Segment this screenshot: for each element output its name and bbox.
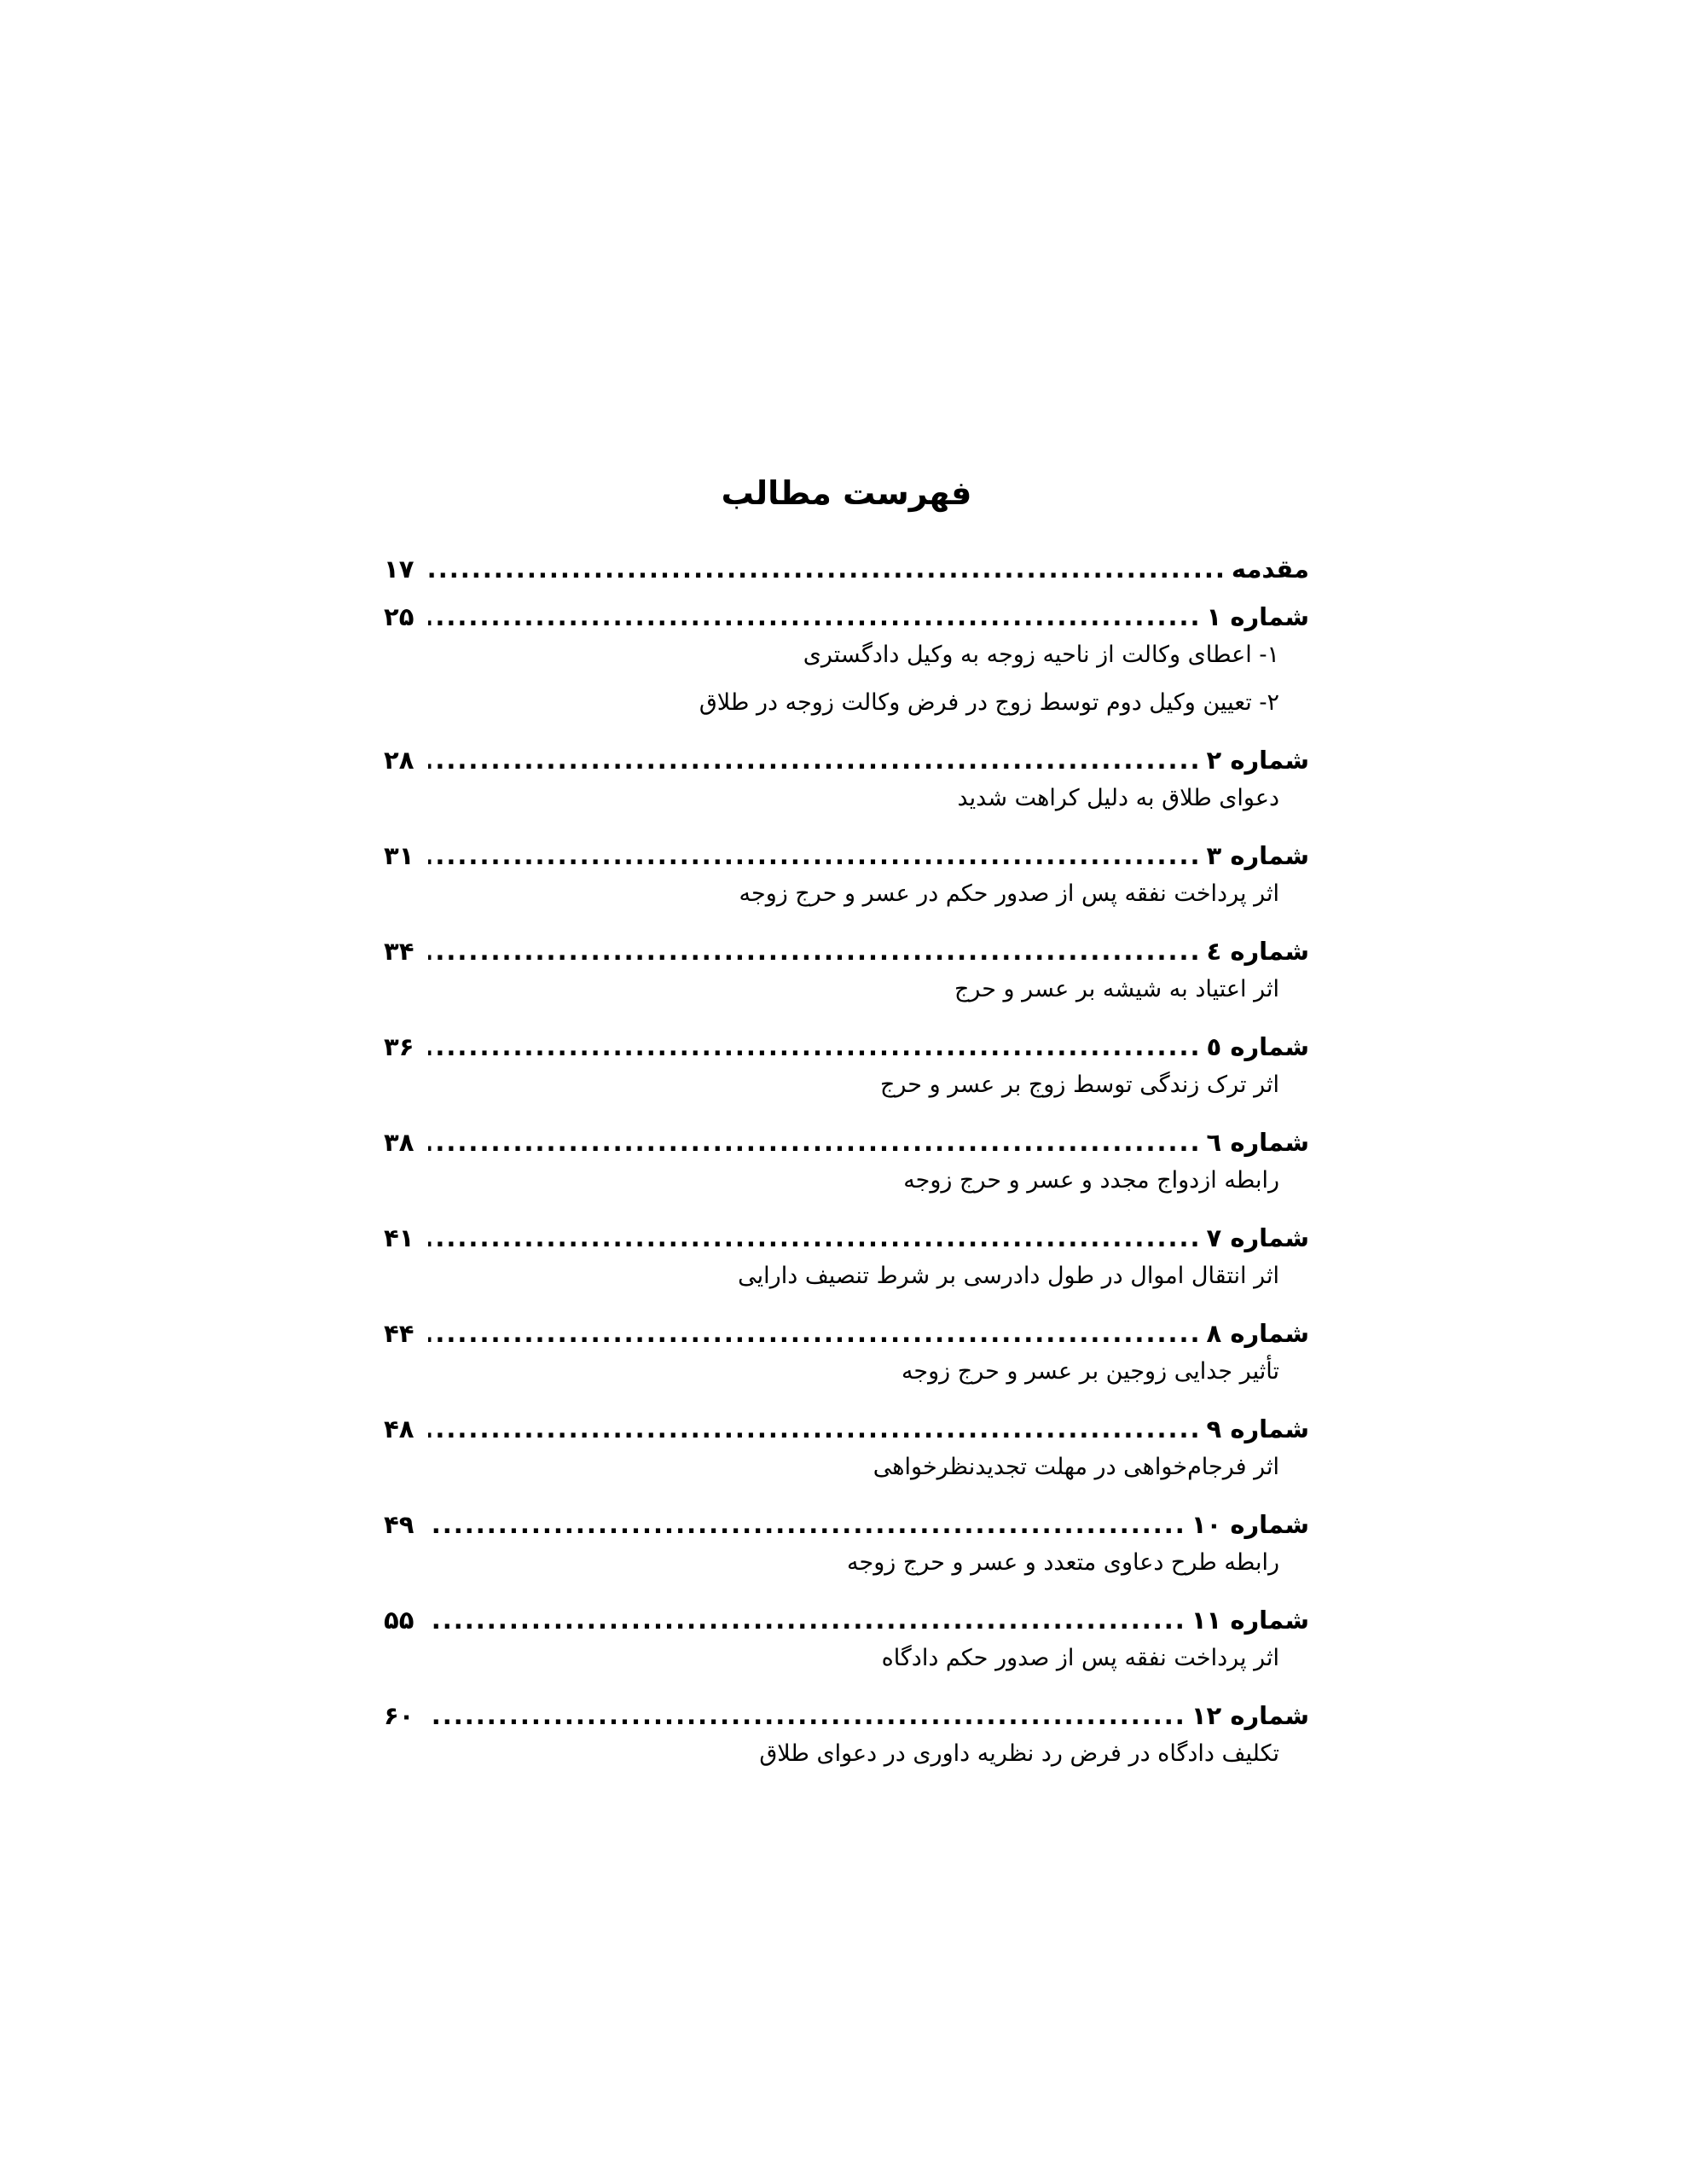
toc-entry: [384, 1109, 1309, 1157]
toc-subentry: دعوای طلاق به دلیل کراهت شدید: [957, 785, 1279, 811]
toc-entry: [384, 822, 1309, 870]
toc-subentry: ۱- اعطای وکالت از ناحیه زوجه به وکیل دادگستری: [803, 642, 1279, 668]
toc-subentry: تکلیف دادگاه در فرض رد نظریه داوری در دعوای طلاق: [759, 1740, 1279, 1767]
toc-entry-page-number: ۲۸: [384, 746, 415, 775]
toc-entry-page-number: ۳۱: [384, 841, 415, 870]
toc-entry-label: شماره ۱۰: [1191, 1510, 1309, 1539]
toc-entry-page-number: ۴۴: [384, 1319, 415, 1348]
toc-entry: [384, 1300, 1309, 1348]
dot-leader: [428, 1223, 1202, 1252]
toc-entry: [384, 1491, 1309, 1539]
toc-entry-page-number: ۶۰: [384, 1701, 415, 1730]
toc-entry-label: شماره ۲: [1206, 746, 1309, 775]
toc-entry-page-number: ۴۱: [384, 1223, 415, 1252]
table-of-contents: [384, 468, 1309, 1778]
toc-entry-label: شماره ۱۱: [1191, 1606, 1309, 1635]
toc-list: [384, 536, 1309, 1778]
toc-subentry: اثر اعتیاد به شیشه بر عسر و حرج: [954, 976, 1279, 1002]
toc-entry-page-number: ۲۵: [384, 602, 415, 631]
toc-subentry: اثر پرداخت نفقه پس از صدور حکم دادگاه: [881, 1645, 1279, 1671]
toc-entry-label: شماره ۸: [1206, 1319, 1309, 1348]
toc-subentry: ۲- تعیین وکیل دوم توسط زوج در فرض وکالت زوجه در طلاق: [699, 689, 1279, 716]
toc-subentry: اثر انتقال اموال در طول دادرسی بر شرط تنصیف دارایی: [738, 1263, 1279, 1289]
toc-subentry: اثر ترک زندگی توسط زوج بر عسر و حرج: [879, 1072, 1279, 1098]
dot-leader: [428, 602, 1202, 631]
dot-leader: [428, 1128, 1202, 1157]
toc-entry-label: شماره ۱۲: [1191, 1701, 1309, 1730]
toc-subentry: تأثیر جدایی زوجین بر عسر و حرج زوجه: [901, 1358, 1279, 1385]
toc-entry-label: شماره ۹: [1206, 1414, 1309, 1443]
dot-leader: [428, 1701, 1186, 1730]
toc-subentry: رابطه ازدواج مجدد و عسر و حرج زوجه: [903, 1167, 1279, 1194]
toc-subentry: اثر فرجام‌خواهی در مهلت تجدیدنظرخواهی: [872, 1454, 1279, 1480]
toc-entry-label: شماره ٦: [1206, 1128, 1309, 1157]
toc-entry-label: شماره ۷: [1206, 1223, 1309, 1252]
toc-entry-page-number: ۴۹: [384, 1510, 415, 1539]
toc-entry-label: مقدمه: [1231, 555, 1309, 584]
dot-leader: [428, 746, 1202, 775]
dot-leader: [428, 1032, 1202, 1061]
toc-entry-label: شماره ۳: [1206, 841, 1309, 870]
toc-entry: [384, 536, 1309, 584]
dot-leader: [428, 1606, 1186, 1635]
toc-entry-label: شماره ۱: [1206, 602, 1309, 631]
dot-leader: [428, 937, 1202, 966]
toc-entry-label: شماره ٥: [1206, 1032, 1309, 1061]
toc-entry-page-number: ۵۵: [384, 1606, 415, 1635]
toc-entry-page-number: ۱۷: [384, 555, 415, 584]
toc-entry: [384, 584, 1309, 631]
toc-entry: [384, 918, 1309, 966]
toc-entry: [384, 727, 1309, 775]
toc-entry-page-number: ۳۴: [384, 937, 415, 966]
dot-leader: [428, 555, 1226, 584]
toc-entry-page-number: ۳۶: [384, 1032, 415, 1061]
toc-entry-page-number: ۳۸: [384, 1128, 415, 1157]
page-title: فهرست مطالب: [721, 474, 972, 512]
toc-entry-label: شماره ٤: [1206, 937, 1309, 966]
dot-leader: [428, 1319, 1202, 1348]
toc-entry: [384, 1014, 1309, 1061]
toc-entry: [384, 1205, 1309, 1252]
toc-entry-page-number: ۴۸: [384, 1414, 415, 1443]
toc-entry: [384, 1396, 1309, 1443]
toc-subentry: اثر پرداخت نفقه پس از صدور حکم در عسر و حرج زوجه: [739, 880, 1279, 907]
dot-leader: [428, 1510, 1186, 1539]
dot-leader: [428, 1414, 1202, 1443]
toc-subentry: رابطه طرح دعاوی متعدد و عسر و حرج زوجه: [847, 1549, 1279, 1576]
dot-leader: [428, 841, 1202, 870]
toc-entry: [384, 1682, 1309, 1730]
toc-entry: [384, 1587, 1309, 1635]
